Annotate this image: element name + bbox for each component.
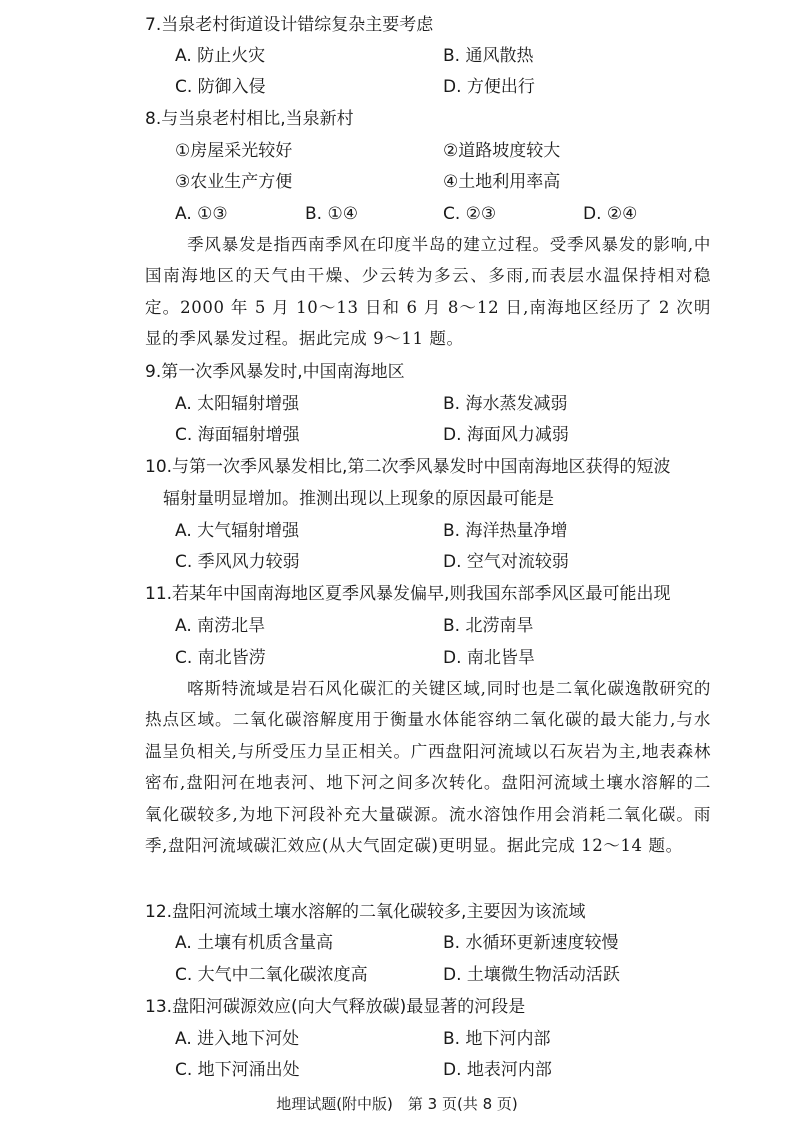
question-8-item-4: ④土地利用率高 <box>443 172 561 192</box>
question-13-option-b: B. 地下河内部 <box>443 1029 551 1049</box>
question-8-option-c: C. ②③ <box>443 204 497 224</box>
question-13-option-d: D. 地表河内部 <box>443 1060 552 1080</box>
question-12-stem: 12.盘阳河流域土壤水溶解的二氧化碳较多,主要因为该流域 <box>145 902 586 922</box>
question-11-stem: 11.若某年中国南海地区夏季风暴发偏早,则我国东部季风区最可能出现 <box>145 584 671 604</box>
question-7-option-b: B. 通风散热 <box>443 46 534 66</box>
question-13-stem: 13.盘阳河碳源效应(向大气释放碳)最显著的河段是 <box>145 997 526 1017</box>
question-10-stem-line-1: 10.与第一次季风暴发相比,第二次季风暴发时中国南海地区获得的短波 <box>145 457 671 477</box>
question-9-option-a: A. 太阳辐射增强 <box>175 394 300 414</box>
question-11-option-b: B. 北涝南旱 <box>443 616 534 636</box>
question-7-option-a: A. 防止火灾 <box>175 46 266 66</box>
question-9-stem: 9.第一次季风暴发时,中国南海地区 <box>145 362 405 382</box>
passage-monsoon <box>145 229 711 355</box>
question-10-option-d: D. 空气对流较弱 <box>443 552 569 572</box>
page-footer: 地理试题(附中版) 第 3 页(共 8 页) <box>276 1095 518 1113</box>
question-8-stem: 8.与当泉老村相比,当泉新村 <box>145 109 354 129</box>
question-12-option-c: C. 大气中二氧化碳浓度高 <box>175 965 368 985</box>
question-12-option-a: A. 土壤有机质含量高 <box>175 933 334 953</box>
question-11-option-d: D. 南北皆旱 <box>443 648 535 668</box>
question-10-option-b: B. 海洋热量净增 <box>443 521 568 541</box>
question-12-option-b: B. 水循环更新速度较慢 <box>443 933 619 953</box>
question-11-option-a: A. 南涝北旱 <box>175 616 266 636</box>
passage-monsoon-text: 季风暴发是指西南季风在印度半岛的建立过程。受季风暴发的影响,中国南海地区的天气由干燥、少云转为多云、多雨,而表层水温保持相对稳定。2000 年 5 月 10～13 日和 6 月 8～12 日,南海地区经历了 2 次明显的季风暴发过程。据此完成 9～11 题。 <box>145 235 711 349</box>
question-10-stem-line-2: 辐射量明显增加。推测出现以上现象的原因最可能是 <box>163 489 554 509</box>
question-13-option-a: A. 进入地下河处 <box>175 1029 300 1049</box>
question-7-option-d: D. 方便出行 <box>443 77 535 97</box>
question-13-option-c: C. 地下河涌出处 <box>175 1060 300 1080</box>
passage-karst <box>145 673 711 861</box>
question-8-option-b: B. ①④ <box>305 204 358 224</box>
question-10-option-c: C. 季风风力较弱 <box>175 552 300 572</box>
question-8-option-a: A. ①③ <box>175 204 228 224</box>
question-12-option-d: D. 土壤微生物活动活跃 <box>443 965 620 985</box>
question-9-option-c: C. 海面辐射增强 <box>175 425 300 445</box>
question-9-option-b: B. 海水蒸发减弱 <box>443 394 568 414</box>
question-8-option-d: D. ②④ <box>583 204 638 224</box>
passage-karst-text: 喀斯特流域是岩石风化碳汇的关键区域,同时也是二氧化碳逸散研究的热点区域。二氧化碳溶解度用于衡量水体能容纳二氧化碳的最大能力,与水温呈负相关,与所受压力呈正相关。广西盘阳河流域以石灰岩为主,地表森林密布,盘阳河在地表河、地下河之间多次转化。盘阳河流域土壤水溶解的二氧化碳较多,为地下河段补充大量碳源。流水溶蚀作用会消耗二氧化碳。雨季,盘阳河流域碳汇效应(从大气固定碳)更明显。据此完成 12～14 题。 <box>145 679 711 856</box>
question-8-item-1: ①房屋采光较好 <box>175 141 293 161</box>
question-9-option-d: D. 海面风力减弱 <box>443 425 569 445</box>
question-10-option-a: A. 大气辐射增强 <box>175 521 300 541</box>
question-8-item-3: ③农业生产方便 <box>175 172 293 192</box>
question-7-option-c: C. 防御入侵 <box>175 77 266 97</box>
question-11-option-c: C. 南北皆涝 <box>175 648 266 668</box>
question-8-item-2: ②道路坡度较大 <box>443 141 561 161</box>
question-7-stem: 7.当泉老村街道设计错综复杂主要考虑 <box>145 15 434 35</box>
